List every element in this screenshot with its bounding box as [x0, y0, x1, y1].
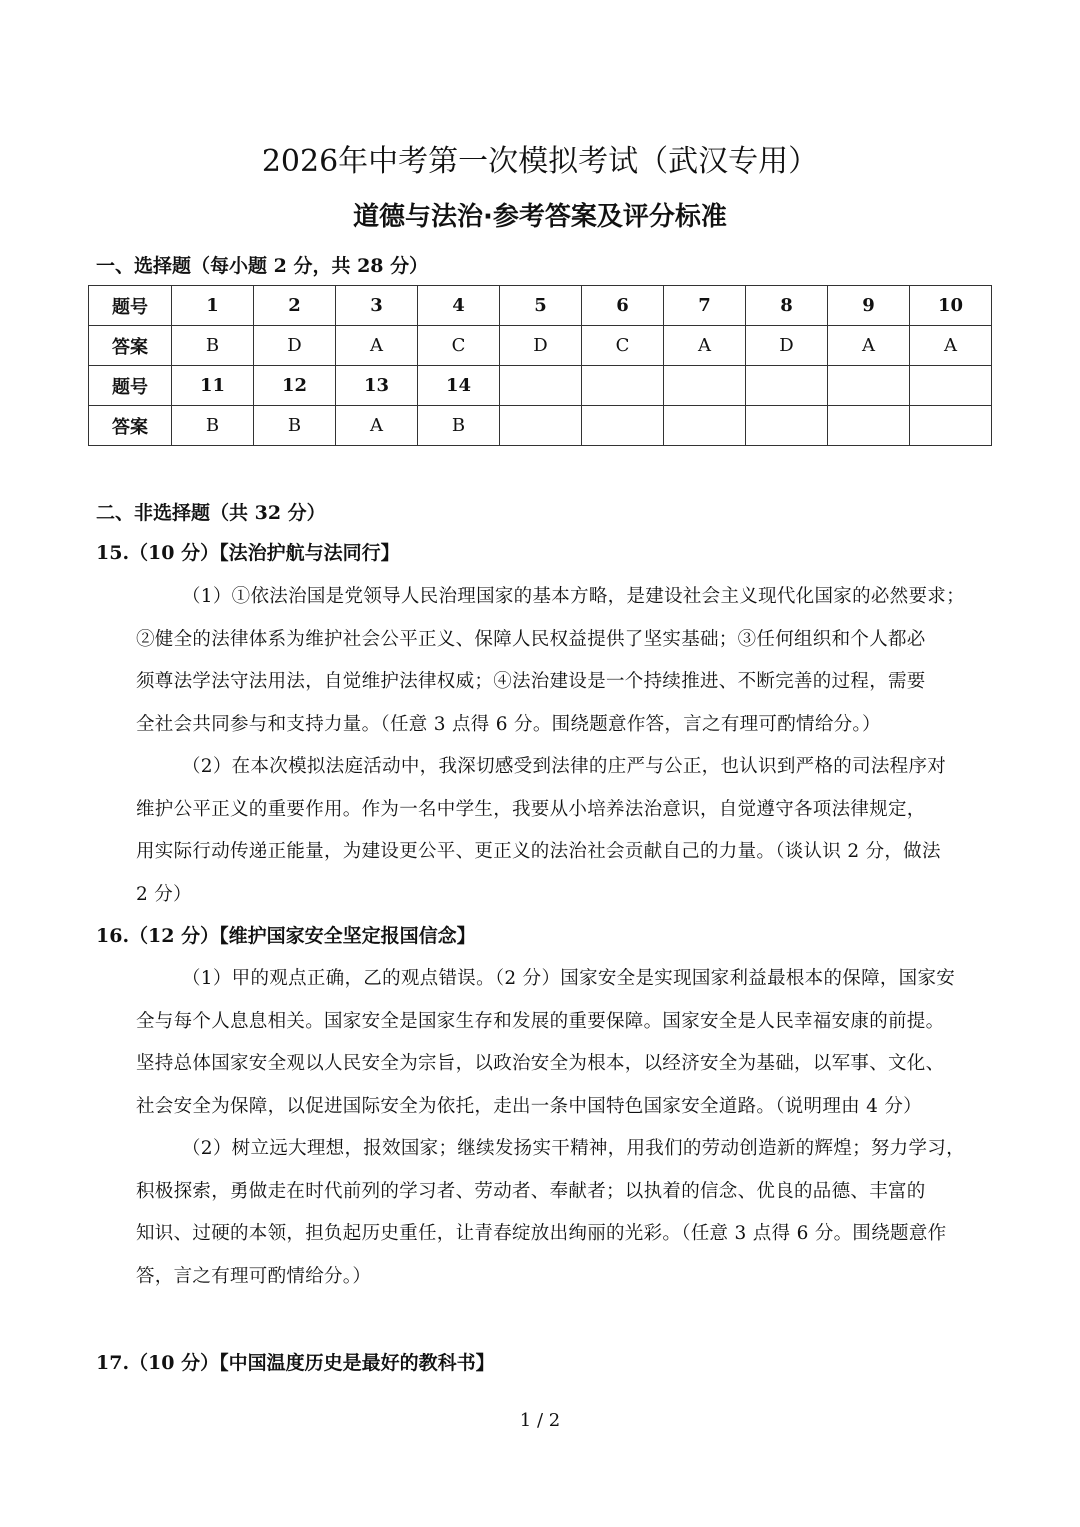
- answer-line: 用实际行动传递正能量，为建设更公平、更正义的法治社会贡献自己的力量。（谈认识 2 分，做法: [136, 841, 941, 862]
- question-number-cell: 2: [254, 286, 336, 326]
- document-title: 2026年中考第一次模拟考试（武汉专用）: [261, 144, 819, 179]
- answer-line: ②健全的法律体系为维护社会公平正义、保障人民权益提供了坚实基础；③任何组织和个人都必: [136, 628, 926, 650]
- row-label: 题号: [89, 366, 172, 406]
- answer-line: 答，言之有理可酌情给分。）: [136, 1265, 372, 1287]
- question-number-cell: 6: [582, 286, 664, 326]
- page-number: 1 / 2: [519, 1410, 561, 1431]
- question-16-heading: 16.（12 分）【维护国家安全坚定报国信念】: [96, 925, 476, 947]
- question-number-cell: 11: [172, 366, 254, 406]
- answer-cell: A: [336, 326, 418, 366]
- answer-cell: B: [418, 406, 500, 446]
- question-number-cell: [828, 366, 910, 406]
- question-number-cell: 12: [254, 366, 336, 406]
- answer-cell: [910, 406, 992, 446]
- answer-line: （2）树立远大理想，报效国家；继续发扬实干精神，用我们的劳动创造新的辉煌；努力学习，: [182, 1138, 965, 1159]
- answer-line: 全社会共同参与和支持力量。（任意 3 点得 6 分。围绕题意作答，言之有理可酌情给分。）: [136, 713, 881, 735]
- answer-line: （1）①依法治国是党领导人民治理国家的基本方略，是建设社会主义现代化国家的必然要求；: [182, 586, 965, 607]
- answer-line: 社会安全为保障，以促进国际安全为依托，走出一条中国特色国家安全道路。（说明理由 4 分）: [136, 1095, 922, 1117]
- table-row: [89, 406, 992, 446]
- answer-cell: [746, 406, 828, 446]
- question-15-heading: 15.（10 分）【法治护航与法同行】: [96, 542, 400, 564]
- answer-cell: [828, 406, 910, 446]
- answer-cell: B: [254, 406, 336, 446]
- answer-cell: C: [418, 326, 500, 366]
- question-number-cell: [664, 366, 746, 406]
- question-number-cell: 10: [910, 286, 992, 326]
- table-row: [89, 366, 992, 406]
- answer-cell: [500, 406, 582, 446]
- answer-cell: A: [336, 406, 418, 446]
- question-number-cell: [910, 366, 992, 406]
- question-17-heading: 17.（10 分）【中国温度历史是最好的教科书】: [96, 1352, 495, 1374]
- answer-line: 积极探索，勇做走在时代前列的学习者、劳动者、奉献者；以执着的信念、优良的品德、丰富的: [136, 1180, 926, 1202]
- row-label: 答案: [89, 406, 172, 446]
- answer-cell: [582, 406, 664, 446]
- question-number-cell: [746, 366, 828, 406]
- document-subtitle: 道德与法治·参考答案及评分标准: [353, 202, 727, 232]
- answer-cell: D: [746, 326, 828, 366]
- question-number-cell: 8: [746, 286, 828, 326]
- table-row: [89, 286, 992, 326]
- answer-cell: A: [910, 326, 992, 366]
- answer-cell: B: [172, 326, 254, 366]
- answer-table: [88, 285, 992, 446]
- answer-line: 坚持总体国家安全观以人民安全为宗旨，以政治安全为根本，以经济安全为基础，以军事、文化、: [136, 1053, 945, 1074]
- answer-line: 须尊法学法守法用法，自觉维护法律权威；④法治建设是一个持续推进、不断完善的过程，需要: [136, 671, 926, 692]
- answer-cell: D: [500, 326, 582, 366]
- answer-line: 维护公平正义的重要作用。作为一名中学生，我要从小培养法治意识，自觉遵守各项法律规定，: [136, 798, 926, 820]
- question-number-cell: 14: [418, 366, 500, 406]
- question-number-cell: 5: [500, 286, 582, 326]
- question-number-cell: 1: [172, 286, 254, 326]
- answer-cell: A: [828, 326, 910, 366]
- question-number-cell: [500, 366, 582, 406]
- answer-line: 全与每个人息息相关。国家安全是国家生存和发展的重要保障。国家安全是人民幸福安康的前提。: [136, 1010, 945, 1032]
- answer-cell: C: [582, 326, 664, 366]
- answer-cell: [664, 406, 746, 446]
- answer-line: 知识、过硬的本领，担负起历史重任，让青春绽放出绚丽的光彩。（任意 3 点得 6 分。围绕题意作: [136, 1223, 947, 1244]
- question-number-cell: 9: [828, 286, 910, 326]
- question-number-cell: [582, 366, 664, 406]
- table-row: [89, 326, 992, 366]
- answer-line: （2）在本次模拟法庭活动中，我深切感受到法律的庄严与公正，也认识到严格的司法程序对: [182, 756, 947, 777]
- answer-cell: A: [664, 326, 746, 366]
- row-label: 答案: [89, 326, 172, 366]
- answer-cell: D: [254, 326, 336, 366]
- question-number-cell: 7: [664, 286, 746, 326]
- question-number-cell: 13: [336, 366, 418, 406]
- section-heading-choice: 一、选择题（每小题 2 分，共 28 分）: [96, 255, 429, 277]
- answer-cell: B: [172, 406, 254, 446]
- question-number-cell: 4: [418, 286, 500, 326]
- row-label: 题号: [89, 286, 172, 326]
- answer-line: 2 分）: [136, 883, 192, 905]
- answer-line: （1）甲的观点正确，乙的观点错误。（2 分）国家安全是实现国家利益最根本的保障，国家安: [182, 968, 956, 989]
- question-number-cell: 3: [336, 286, 418, 326]
- section-heading-nonchoice: 二、非选择题（共 32 分）: [96, 502, 326, 524]
